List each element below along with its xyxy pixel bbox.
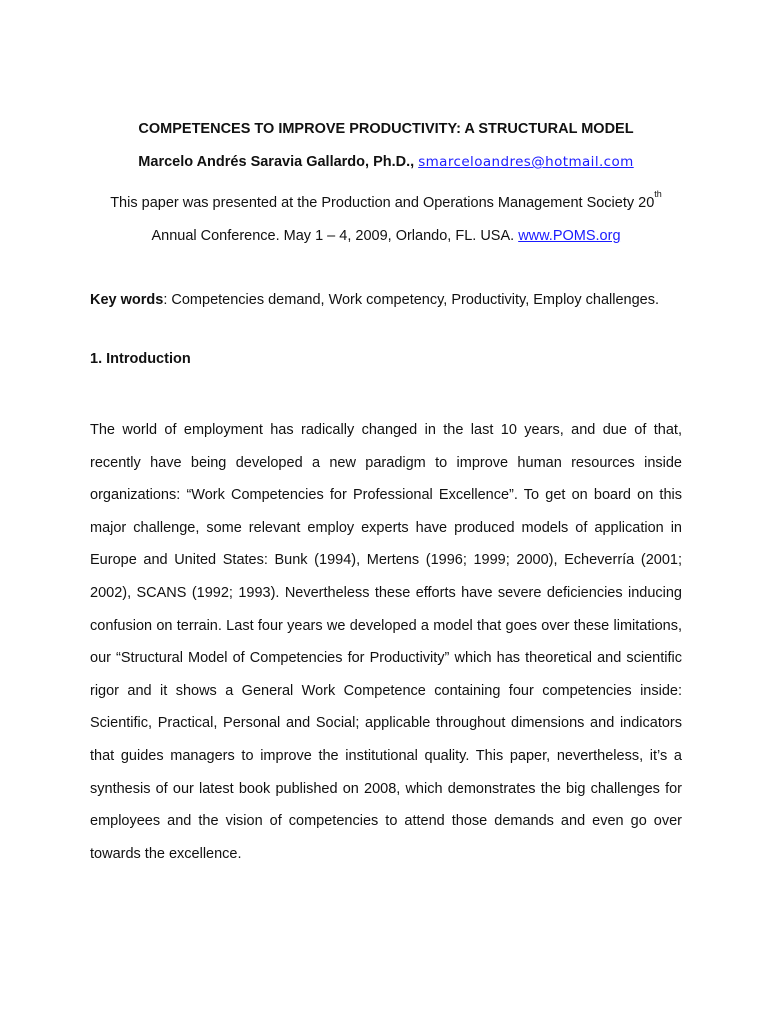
presentation-superscript: th <box>654 189 662 199</box>
presentation-text-1: This paper was presented at the Production and Operations Management Society 20 <box>110 195 655 211</box>
section-heading-introduction: 1. Introduction <box>90 351 191 367</box>
keywords-text: : Competencies demand, Work competency, Productivity, Employ challenges. <box>163 292 659 308</box>
presentation-text-2: Annual Conference. May 1 – 4, 2009, Orlando, FL. USA. <box>151 228 519 244</box>
keywords <box>90 284 682 317</box>
presentation-note <box>90 187 682 253</box>
introduction-paragraph: The world of employment has radically changed in the last 10 years, and due of that, recently have being developed a new paradigm to improve human resources inside organizations: “Work Competencies for Professional Excellence”. To get on board on this major challenge, some relevant employ experts have produced models of application in Europe and United States: Bunk (1994), Mertens (1996; 1999; 2000), Echeverría (2001; 2002), SCANS (1992; 1993). Nevertheless these efforts have severe deficiencies inducing confusion on terrain. Last four years we developed a model that goes over these limitations, our “Structural Model of Competencies for Productivity” which has theoretical and scientific rigor and it shows a General Work Competence containing four competencies inside: Scientific, Practical, Personal and Social; applicable throughout dimensions and indicators that guides managers to improve the institutional quality. This paper, nevertheless, it’s a synthesis of our latest book published on 2008, which demonstrates the big challenges for employees and the vision of competencies to attend those demands and even go over towards the excellence. <box>90 422 682 862</box>
paper-page <box>90 120 682 870</box>
paper-title: COMPETENCES TO IMPROVE PRODUCTIVITY: A STRUCTURAL MODEL <box>138 121 634 137</box>
author-email-link[interactable]: smarceloandres@hotmail.com <box>418 154 634 170</box>
poms-link[interactable]: www.POMS.org <box>518 228 621 244</box>
keywords-label: Key words <box>90 292 164 308</box>
author-line <box>90 153 682 187</box>
author-name: Marcelo Andrés Saravia Gallardo, Ph.D., <box>138 154 415 170</box>
